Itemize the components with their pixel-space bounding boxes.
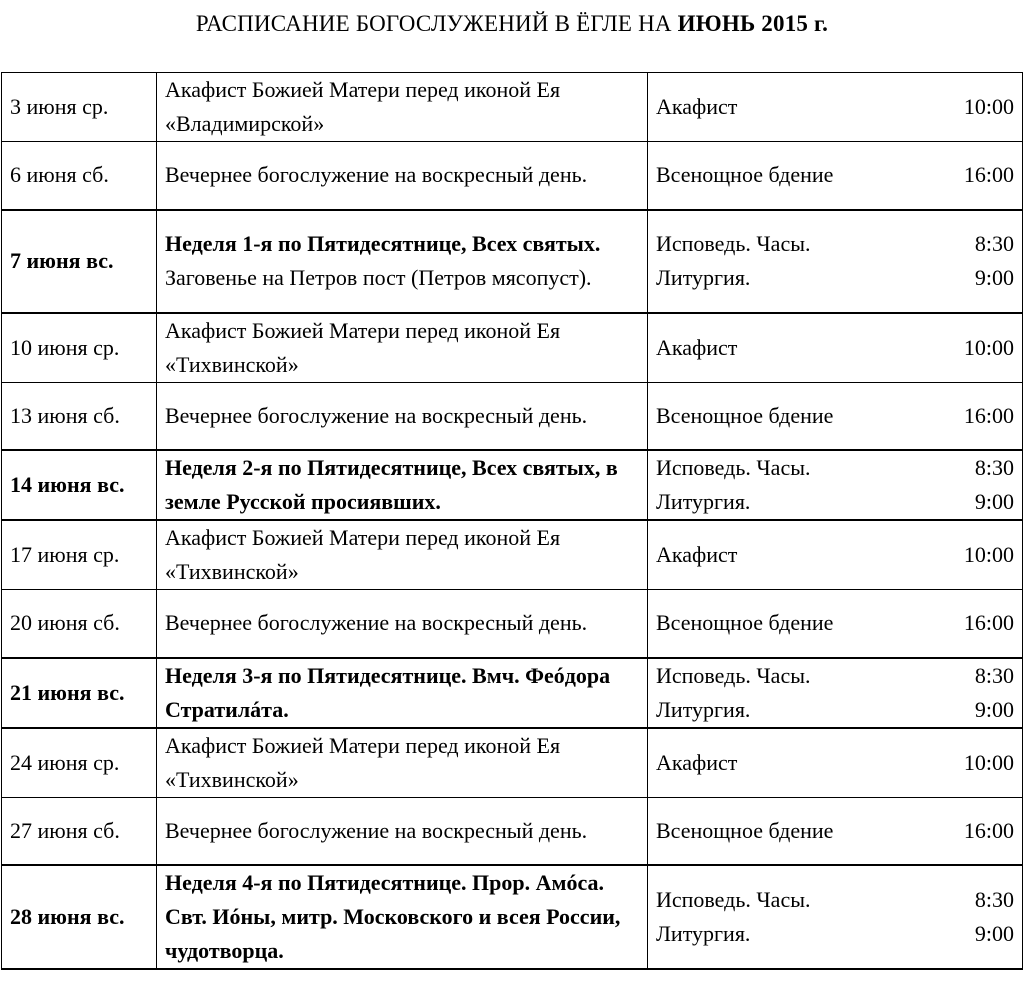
description-text: Вечернее богослужение на воскресный день. <box>165 610 588 636</box>
schedule-row <box>2 728 1023 798</box>
row-services <box>648 142 1023 210</box>
row-description <box>157 728 648 798</box>
row-date: 20 июня сб. <box>2 590 157 658</box>
service-line <box>656 814 1014 848</box>
schedule-table <box>1 72 1023 970</box>
description-text: Акафист Божией Матери перед иконой Ея «Тихвинской» <box>165 525 561 584</box>
row-date: 28 июня вс. <box>2 865 157 969</box>
schedule-row <box>2 210 1023 313</box>
service-name: Акафист <box>656 334 738 360</box>
row-description <box>157 450 648 520</box>
service-time: 9:00 <box>974 921 1014 946</box>
row-date: 21 июня вс. <box>2 658 157 728</box>
row-date: 13 июня сб. <box>2 382 157 450</box>
service-time: 9:00 <box>974 265 1014 290</box>
description-text: Вечернее богослужение на воскресный день. <box>165 402 588 428</box>
description-text: Заговенье на Петров пост (Петров мясопуст). <box>165 265 592 290</box>
service-line <box>656 485 1014 519</box>
page-title <box>0 8 1024 40</box>
feast-name: Неделя 2-я по Пятидесятнице, Всех святых, в земле Русской просиявших. <box>165 455 618 514</box>
service-name: Исповедь. Часы. <box>656 231 811 256</box>
description-text: Вечернее богослужение на воскресный день. <box>165 817 588 843</box>
service-time: 8:30 <box>974 887 1014 912</box>
row-services <box>648 313 1023 383</box>
service-time: 16:00 <box>963 610 1014 636</box>
description-text: Акафист Божией Матери перед иконой Ея «Тихвинской» <box>165 317 561 377</box>
title-month: ИЮНЬ 2015 г. <box>677 11 829 36</box>
title-prefix: РАСПИСАНИЕ БОГОСЛУЖЕНИЙ В ЁГЛЕ НА <box>195 11 678 36</box>
row-services <box>648 590 1023 658</box>
service-time: 16:00 <box>963 162 1014 188</box>
service-line <box>656 331 1014 365</box>
row-services <box>648 797 1023 865</box>
schedule-row <box>2 450 1023 520</box>
service-time: 10:00 <box>963 334 1014 360</box>
service-time: 8:30 <box>974 662 1014 688</box>
description-text: Вечернее богослужение на воскресный день. <box>165 162 588 188</box>
row-description <box>157 865 648 969</box>
schedule-row <box>2 520 1023 590</box>
feast-name: Неделя 4-я по Пятидесятнице. Прор. Амóса. Свт. Иóны, митр. Московского и всея России, чудотворца. <box>165 870 621 963</box>
service-name: Всенощное бдение <box>656 402 834 428</box>
service-name: Литургия. <box>656 489 751 514</box>
row-date: 7 июня вс. <box>2 210 157 313</box>
service-line <box>656 90 1014 124</box>
service-time: 8:30 <box>974 231 1014 256</box>
service-name: Всенощное бдение <box>656 162 834 188</box>
description-text: Акафист Божией Матери перед иконой Ея «Владимирской» <box>165 77 561 136</box>
schedule-row <box>2 382 1023 450</box>
row-services <box>648 382 1023 450</box>
row-description <box>157 658 648 728</box>
service-time: 10:00 <box>963 542 1014 567</box>
service-time: 10:00 <box>963 94 1014 119</box>
row-services <box>648 658 1023 728</box>
row-description <box>157 520 648 590</box>
service-name: Акафист <box>656 94 738 119</box>
service-time: 9:00 <box>974 489 1014 514</box>
service-time: 16:00 <box>963 402 1014 428</box>
schedule-row <box>2 142 1023 210</box>
schedule-row <box>2 73 1023 142</box>
row-description <box>157 590 648 658</box>
service-line <box>656 693 1014 727</box>
service-name: Литургия. <box>656 921 751 946</box>
service-name: Литургия. <box>656 696 751 722</box>
row-services <box>648 210 1023 313</box>
feast-name: Неделя 1-я по Пятидесятнице, Всех святых. <box>165 231 601 256</box>
service-name: Акафист <box>656 749 738 775</box>
row-description <box>157 313 648 383</box>
row-services <box>648 865 1023 969</box>
feast-name: Неделя 3-я по Пятидесятнице. Вмч. Феóдора Стратилáта. <box>165 662 611 722</box>
description-text: Акафист Божией Матери перед иконой Ея «Тихвинской» <box>165 732 561 792</box>
row-date: 3 июня ср. <box>2 73 157 142</box>
service-line <box>656 227 1014 261</box>
service-time: 9:00 <box>974 696 1014 722</box>
row-services <box>648 73 1023 142</box>
service-name: Исповедь. Часы. <box>656 887 811 912</box>
service-line <box>656 538 1014 572</box>
row-description <box>157 73 648 142</box>
row-services <box>648 520 1023 590</box>
schedule-row <box>2 590 1023 658</box>
row-services <box>648 450 1023 520</box>
row-date: 10 июня ср. <box>2 313 157 383</box>
row-description <box>157 382 648 450</box>
service-name: Акафист <box>656 542 738 567</box>
row-description <box>157 797 648 865</box>
row-date: 14 июня вс. <box>2 450 157 520</box>
service-line <box>656 451 1014 485</box>
service-line <box>656 158 1014 192</box>
row-date: 27 июня сб. <box>2 797 157 865</box>
row-date: 6 июня сб. <box>2 142 157 210</box>
service-line <box>656 261 1014 295</box>
row-date: 17 июня ср. <box>2 520 157 590</box>
service-line <box>656 399 1014 433</box>
row-description <box>157 210 648 313</box>
row-services <box>648 728 1023 798</box>
service-name: Всенощное бдение <box>656 610 834 636</box>
service-time: 16:00 <box>963 817 1014 843</box>
row-date: 24 июня ср. <box>2 728 157 798</box>
service-line <box>656 917 1014 951</box>
service-line <box>656 883 1014 917</box>
row-description <box>157 142 648 210</box>
service-time: 8:30 <box>974 455 1014 480</box>
service-name: Исповедь. Часы. <box>656 662 811 688</box>
schedule-row <box>2 658 1023 728</box>
service-line <box>656 746 1014 780</box>
service-name: Исповедь. Часы. <box>656 455 811 480</box>
schedule-row <box>2 313 1023 383</box>
service-name: Всенощное бдение <box>656 817 834 843</box>
schedule-row <box>2 865 1023 969</box>
service-time: 10:00 <box>963 749 1014 775</box>
schedule-row <box>2 797 1023 865</box>
service-name: Литургия. <box>656 265 751 290</box>
service-line <box>656 659 1014 693</box>
service-line <box>656 606 1014 640</box>
